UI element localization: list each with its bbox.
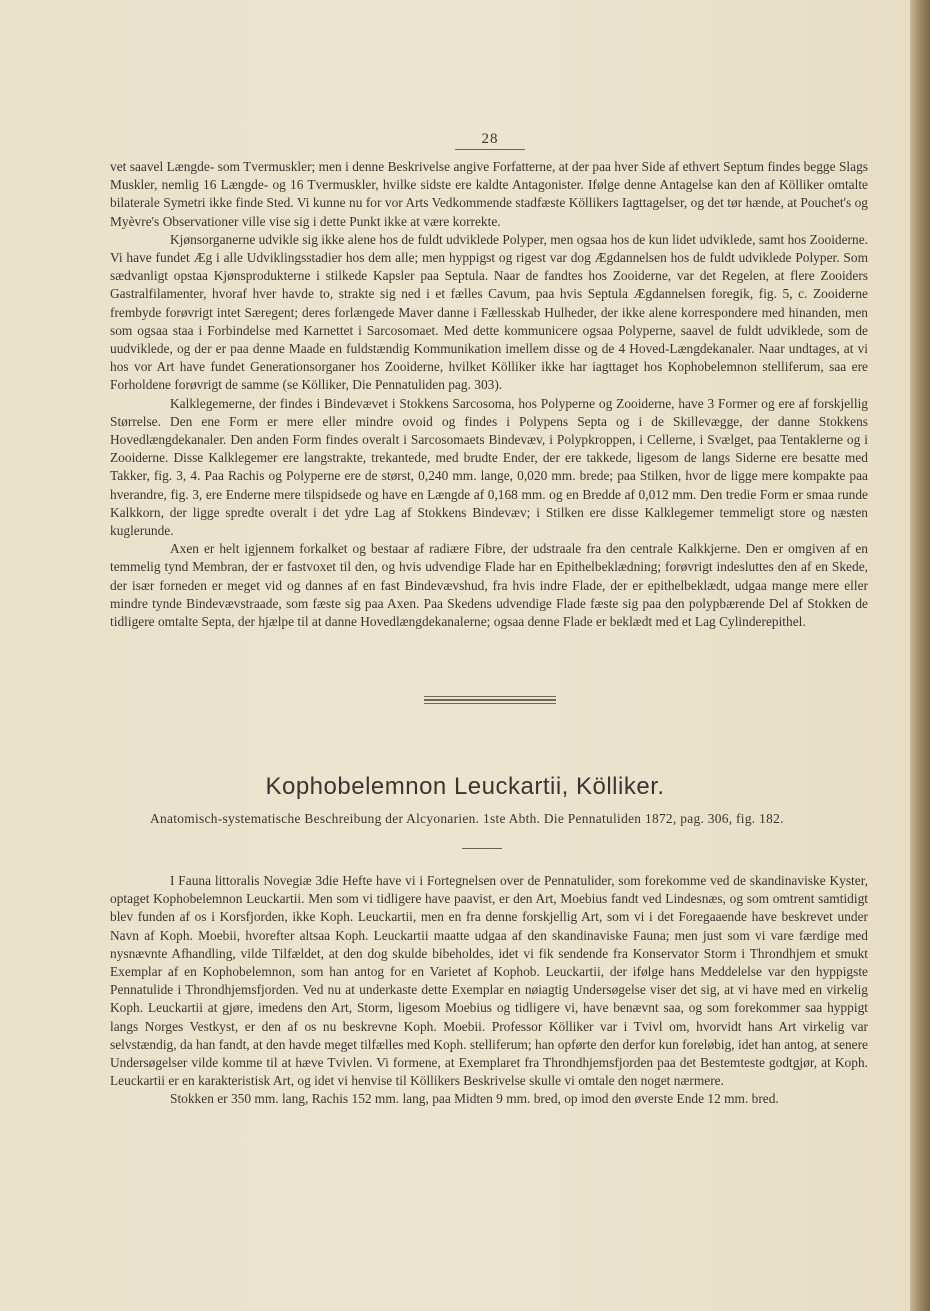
paragraph-6: Stokken er 350 mm. lang, Rachis 152 mm. lang, paa Midten 9 mm. bred, op imod den øverste Ende 12 mm. bred. — [170, 1091, 779, 1107]
page-number: 28 — [481, 131, 499, 147]
paragraph-1: vet saavel Længde- som Tvermuskler; men i denne Beskrivelse angive Forfatterne, at der paa hver Side af ethvert Septum findes begge Slags Muskler, nemlig 16 Længde- og 16 Tvermuskler, hvilke sidste ere kaldte Antagonister. Ifølge denne Antagelse kan den af Kölliker omtalte bilaterale Symetri ikke finde Sted. Vi kunne nu for vor Arts Vedkommende stadfæste Köllikers Iagttagelser, og det tør hænde, at Pouchet's og Myèvre's Observationer ville vise sig i dette Punkt ikke at være korrekte. — [110, 159, 868, 229]
section-divider — [424, 696, 556, 706]
section1-text — [110, 158, 868, 631]
page-number-rule — [455, 149, 525, 150]
page-edge-shadow — [910, 0, 930, 1311]
paragraph-4: Axen er helt igjennem forkalket og bestaar af radiære Fibre, der udstraale fra den centrale Kalkkjerne. Den er omgiven af en temmelig tynd Membran, der er fastvoxet til den, og hvis udvendige Flade har en Epithelbeklædning; forøvrigt indesluttes den af en Skede, der især forneden er meget vid og dannes af en fast Bindevævshud, fra hvis indre Flade, der er epithelbeklædt, udgaa mange mere eller mindre tynde Bindevævstraade, som fæste sig paa Axen. Paa Skedens udvendige Flade fæste sig paa den polypbærende Del af Stokken de tidligere omtalte Septa, der hjælpe til at danne Hovedlængdekanalerne; ogsaa denne Flade er beklædt med et Lag Cylinderepithel. — [110, 541, 868, 630]
section2-text — [110, 872, 868, 1109]
paragraph-2: Kjønsorganerne udvikle sig ikke alene hos de fuldt udviklede Polyper, men ogsaa hos de kun lidet udviklede, samt hos Zooiderne. Vi have fundet Æg i alle Udviklingsstadier hos dem alle; men hyppigst og rigest var dog Ægdannelsen hos de fuldt udviklede Polyper. Som sædvanligt opstaa Kjønsprodukterne i stilkede Kapsler paa Septula. Naar de fandtes hos Zooiderne, var det Regelen, at flere Zooiders Gastralfilamenter, hvoraf hver havde to, strakte sig ned i et fælles Cavum, paa hvis Septula Ægdannelsen foregik, fig. 5, c. Zooiderne frembyde forøvrigt intet Særegent; deres forlængede Maver danne i Fællesskab Hulheder, der ikke alene korrespondere med hinanden, men som ogsaa staa i Forbindelse med Karnettet i Sarcosomaet. Med dette kommunicere ogsaa Polyperne, saavel de fuldt udviklede, som de uudviklede, og der er paa denne Maade en fuldstændig Kommunikation imellem disse og de 4 Hoved-Længdekanaler. Naar undtages, at vi hos vor Art have fundet Generationsorganer hos Zooiderne, hvilket Kölliker ikke har iagttaget hos Kophobelemnon stelliferum, saa ere Forholdene forøvrigt de samme (se Kölliker, Die Pennatuliden pag. 303). — [110, 231, 868, 393]
paragraph-5: I Fauna littoralis Novegiæ 3die Hefte have vi i Fortegnelsen over de Pennatulider, som forekomme ved de skandinaviske Kyster, optaget Kophobelemnon Leuckartii. Men som vi tidligere have paavist, er den Art, Moebius fandt ved Lindesnæs, og som omtrent samtidigt blev funden af os i Korsfjorden, ikke Koph. Leuckartii, men en fra denne forskjellig Art, som vi i det Foregaaende have beskrevet under Navn af Koph. Moebii, hvorefter altsaa Koph. Leuckartii maatte udgaa af den skandinaviske Fauna; men just som vi vare færdige med nysnævnte Afhandling, vilde Tilfældet, at den dog skulde bibeholdes, idet vi fik sendende fra Konservator Storm i Throndhjem et smukt Exemplar af en Kophobelemnon, som han antog for en Varietet af Kophob. Leuckartii, der ifølge hans Meddelelse var den hyppigste Pennatulide i Throndhjemsfjorden. Ved nu at underkaste dette Exemplar en nøiagtig Undersøgelse viser det sig, at vi have med en virkelig Koph. Leuckartii at gjøre, imedens den Art, Storm, ligesom Moebius og tidligere vi, have benævnt saa, og som forekommer saa hyppigt langs Norges Vestkyst, er den af os nu beskrevne Koph. Moebii. Professor Kölliker var i Tvivl om, hvorvidt hans Art virkelig var selvstændig, da han fandt, at den havde meget tilfælles med Koph. stelliferum; han opførte den derfor kun foreløbig, idet han antog, at senere Undersøgelser vilde komme til at hæve Tvivlen. Vi formene, at Exemplaret fra Throndhjemsfjorden paa det Bestemteste godtgjør, at Koph. Leuckartii er en karakteristisk Art, og idet vi henvise til Köllikers Beskrivelse skulle vi omtale den noget nærmere. — [110, 873, 868, 1089]
species-reference: Anatomisch-systematische Beschreibung der Alcyonarien. 1ste Abth. Die Pennatuliden 1872, pag. 306, fig. 182. — [150, 811, 784, 826]
species-title: Kophobelemnon Leuckartii, Kölliker. — [265, 773, 665, 800]
short-rule — [462, 848, 502, 849]
paragraph-3: Kalklegemerne, der findes i Bindevævet i Stokkens Sarcosoma, hos Polyperne og Zooiderne, have 3 Former og ere af forskjellig Størrelse. Den ene Form er mere eller mindre ovoid og findes i Polypens Septa og i de Skillevægge, der danne Stokkens Hovedlængdekanaler. Den anden Form findes overalt i Sarcosomaets Bindevæv, i Polypkroppen, i Cellerne, i Svælget, paa Tentaklerne og i Zooiderne. Disse Kalklegemer ere langstrakte, trekantede, med brudte Ender, der ere takkede, ligesom de langs Siderne ere besatte med Takker, fig. 3, 4. Paa Rachis og Polyperne ere de størst, 0,240 mm. lange, 0,020 mm. brede; paa Stilken, hvor de ligge mere kompakte paa hverandre, fig. 3, ere Enderne mere tilspidsede og have en Længde af 0,168 mm. og en Bredde af 0,012 mm. Den tredie Form er smaa runde Kalkkorn, der ligge spredte overalt i det ydre Lag af Stokkens Bindevæv; i Stilken ere disse Kalklegemer temmeligt store og næsten kuglerunde. — [110, 395, 868, 539]
